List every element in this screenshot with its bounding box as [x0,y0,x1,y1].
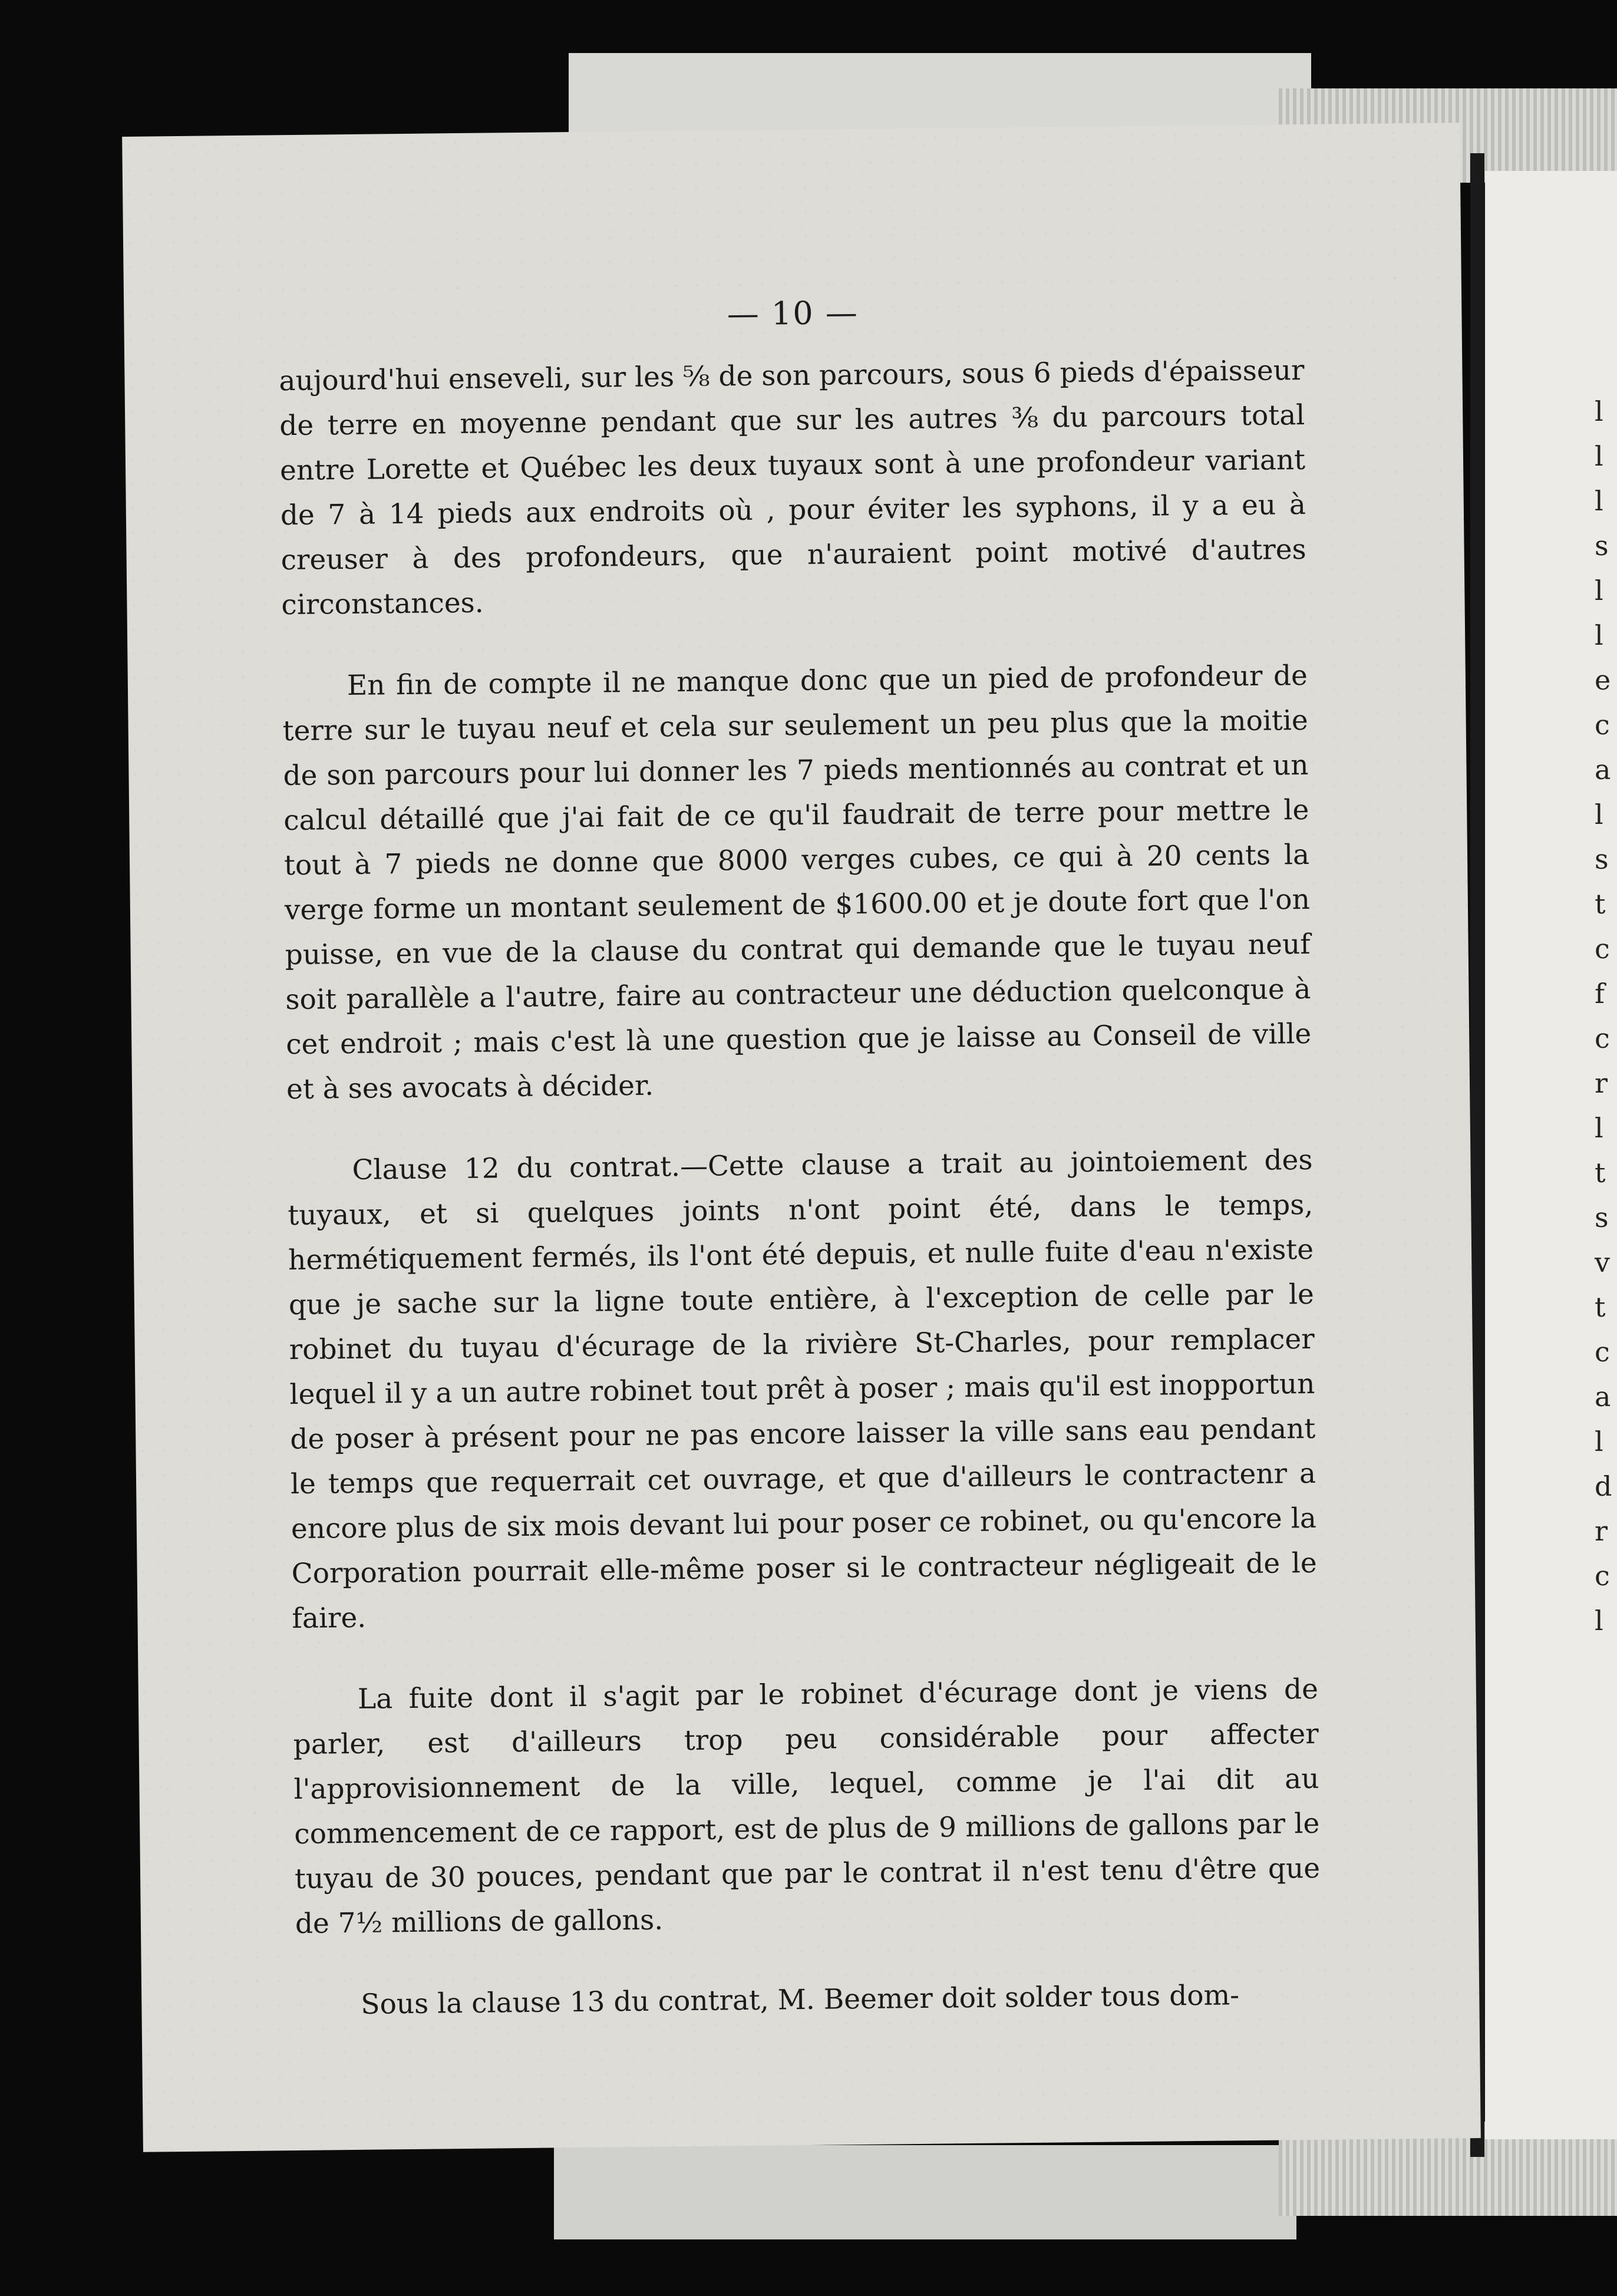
adjacent-page-fragment: r [1595,1067,1608,1099]
paragraph-2: En fin de compte il ne manque donc que un pied de profondeur de terre sur le tuyau neuf et cela sur seulement un peu plus que la moitie de son parcours pour lui donner les 7 pieds mentionnés au contrat et un calcul détaillé que j'ai fait de ce qu'il faudrait de terre pour mettre le tout à 7 pieds ne donne que 8000 verges cubes, ce qui à 20 cents la verge forme un montant seulement de $1600.00 et je doute fort que l'on puisse, en vue de la clause du contrat qui demande que le tuyau neuf soit parallèle a l'autre, faire au contracteur une déduction quelconque à cet endroit ; mais c'est là une question que je laisse au Conseil de ville et à ses avocats à décider. [282,659,1312,1106]
adjacent-page-fragment: l [1595,1605,1603,1637]
adjacent-page-fragment: c [1595,1560,1610,1592]
adjacent-page-fragment: r [1595,1515,1608,1547]
adjacent-page-fragment: l [1595,799,1603,830]
adjacent-page-fragment: t [1595,1157,1606,1189]
adjacent-page-fragment: v [1595,1246,1610,1278]
adjacent-page-fragment: s [1595,1202,1609,1233]
adjacent-page-fragment: c [1595,933,1610,965]
adjacent-page-fragment: l [1595,619,1603,651]
adjacent-page-fragment: l [1595,440,1603,472]
adjacent-page-fragment: l [1595,575,1603,606]
adjacent-page-fragment: l [1595,395,1603,427]
paragraph-3: Clause 12 du contrat.—Cette clause a trait au jointoiement des tuyaux, et si quelques joints n'ont point été, dans le temps, hermétiquement fermés, ils l'ont été depuis, et nulle fuite d'eau n'existe que je sache sur la ligne toute entière, à l'exception de celle par le robinet du tuyau d'écurage de la rivière St-Charles, pour remplacer lequel il y a un autre robinet tout prêt à poser ; mais qu'il est inopportun de poser à présent pour ne pas encore laisser la ville sans eau pendant le temps que requerrait cet ouvrage, et que d'ailleurs le contractenr a encore plus de six mois devant lui pour poser ce robinet, ou qu'encore la Corporation pourrait elle-même poser si le contracteur négligeait de le faire. [288,1143,1317,1635]
adjacent-page-fragment: c [1595,1022,1610,1054]
adjacent-page-fragment: s [1595,530,1609,562]
adjacent-page-fragment: l [1595,1112,1603,1144]
page-number: — 10 — [727,293,859,333]
adjacent-page-fragment: e [1595,664,1611,696]
adjacent-page-fragment: a [1595,1381,1611,1413]
adjacent-page-fragment: l [1595,485,1603,517]
backing-paper-bottom [554,2145,1296,2239]
adjacent-page-fragment: t [1595,888,1606,920]
paragraph-5: Sous la clause 13 du contrat, M. Beemer doit solder tous dom- [361,1979,1240,2021]
adjacent-page-fragment: a [1595,754,1611,786]
paragraph-1: aujourd'hui enseveli, sur les ⅝ de son parcours, sous 6 pieds d'épaisseur de terre en moyenne pendant que sur les autres ⅜ du parcours total entre Lorette et Québec les deux tuyaux sont à une profondeur variant de 7 à 14 pieds aux endroits où , pour éviter les syphons, il y a eu à creuser à des profondeurs, que n'auraient point motivé d'autres circonstances. [279,354,1306,622]
page [122,123,1481,2152]
body-text [279,348,1322,2064]
adjacent-page-fragments [1595,389,1612,1643]
adjacent-page-fragment: c [1595,709,1610,741]
paragraph-4: La fuite dont il s'agit par le robinet d'écurage dont je viens de parler, est d'ailleurs trop peu considérable pour affecter l'approvisionnement de la ville, lequel, comme je l'ai dit au commencement de ce rapport, est de plus de 9 millions de gallons par le tuyau de 30 pouces, pendant que par le contrat il n'est tenu d'être que de 7½ millions de gallons. [293,1672,1321,1941]
adjacent-page-fragment: t [1595,1291,1606,1323]
adjacent-page-fragment: l [1595,1426,1603,1457]
adjacent-page-fragment: d [1595,1470,1612,1502]
adjacent-page-fragment: c [1595,1336,1610,1368]
adjacent-page-fragment: f [1595,978,1605,1010]
adjacent-page-fragment: s [1595,843,1609,875]
